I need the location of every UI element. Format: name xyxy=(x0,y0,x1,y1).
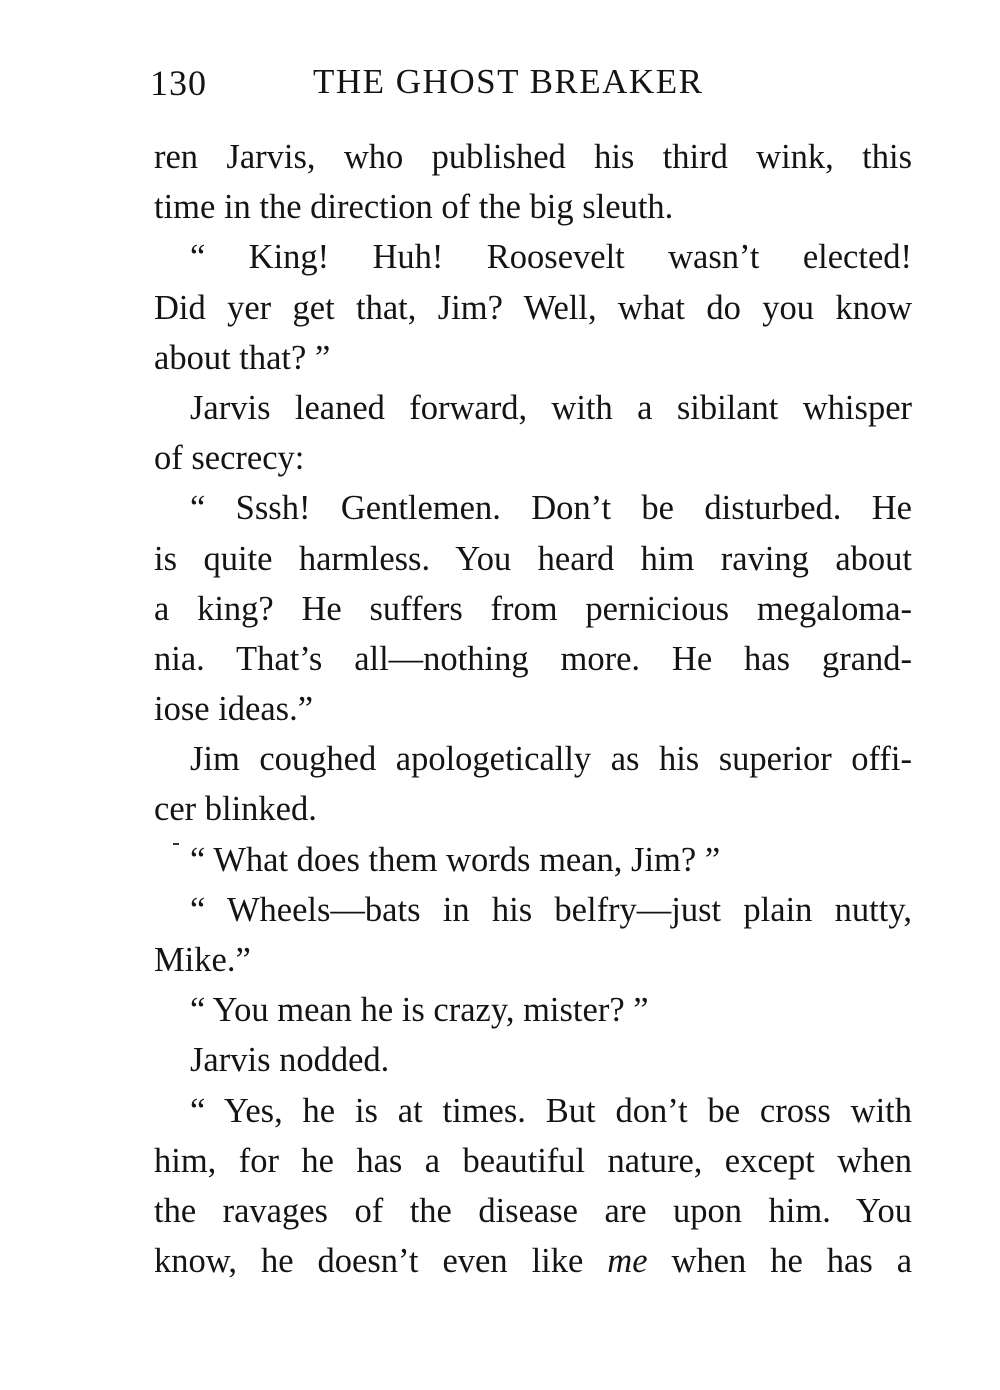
page-number: 130 xyxy=(150,63,207,103)
running-head: THE GHOST BREAKER xyxy=(313,62,704,101)
text-segment: know, he doesn’t even like xyxy=(154,1242,584,1281)
text-line: ren Jarvis, who published his third wink, this xyxy=(154,138,912,176)
text-segment: when he has a xyxy=(671,1242,913,1281)
text-line: Jarvis leaned forward, with a sibilant whisper xyxy=(190,388,912,427)
text-line: Mike.” xyxy=(154,941,251,979)
text-line: about that? ” xyxy=(154,338,331,377)
text-line: Jarvis nodded. xyxy=(190,1041,390,1080)
text-line: cer blinked. xyxy=(154,790,317,829)
text-line: Did yer get that, Jim? Well, what do you know xyxy=(154,288,912,327)
text-line: “ Wheels—bats in his belfry—just plain nutty, xyxy=(190,890,912,929)
text-line: nia. That’s all—nothing more. He has grand- xyxy=(154,639,912,678)
text-line: “ What does them words mean, Jim? ” xyxy=(190,840,721,879)
text-line: him, for he has a beautiful nature, except when xyxy=(154,1141,912,1180)
body-text xyxy=(154,132,912,1286)
italic-word: me xyxy=(607,1242,648,1281)
text-line: time in the direction of the big sleuth. xyxy=(154,188,674,227)
text-line-mixed xyxy=(154,1236,912,1286)
text-line: “ Yes, he is at times. But don’t be cross with xyxy=(190,1091,912,1130)
page-header xyxy=(150,62,910,112)
text-line: is quite harmless. You heard him raving about xyxy=(154,539,912,578)
text-line: of secrecy: xyxy=(154,439,305,478)
text-line: “ You mean he is crazy, mister? ” xyxy=(190,991,649,1030)
text-line: Jim coughed apologetically as his superior offi- xyxy=(190,740,912,779)
text-line: “ Sssh! Gentlemen. Don’t be disturbed. He xyxy=(190,489,912,528)
text-line: iose ideas.” xyxy=(154,690,314,729)
text-line: “ King! Huh! Roosevelt wasn’t elected! xyxy=(190,238,912,277)
text-line: a king? He suffers from pernicious megaloma- xyxy=(154,589,912,628)
text-line: the ravages of the disease are upon him. You xyxy=(154,1191,912,1230)
